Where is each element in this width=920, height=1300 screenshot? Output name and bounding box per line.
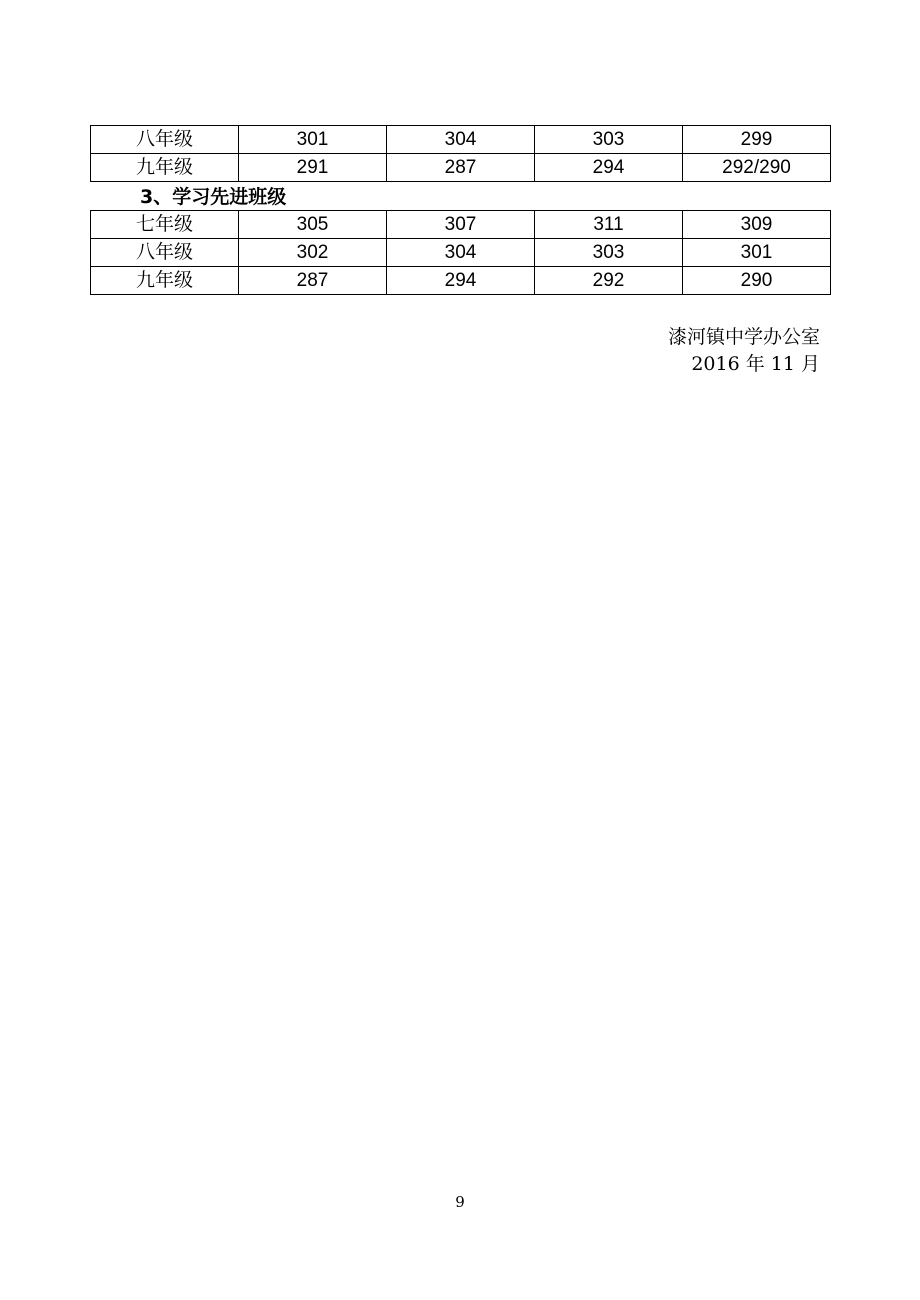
table-row bbox=[91, 126, 831, 154]
grade-label: 八年级 bbox=[91, 239, 239, 267]
class-number-cell: 302 bbox=[239, 239, 387, 267]
class-number-cell: 301 bbox=[239, 126, 387, 154]
grade-label: 八年级 bbox=[91, 126, 239, 154]
class-number-cell: 307 bbox=[387, 211, 535, 239]
class-number-cell: 294 bbox=[535, 154, 683, 182]
class-number-cell: 303 bbox=[535, 239, 683, 267]
class-number-cell: 292 bbox=[535, 267, 683, 295]
grade-label: 九年级 bbox=[91, 154, 239, 182]
table-row bbox=[91, 211, 831, 239]
award-table-continued bbox=[90, 125, 831, 182]
class-number-cell: 287 bbox=[239, 267, 387, 295]
class-number-cell: 292/290 bbox=[683, 154, 831, 182]
class-number-cell: 311 bbox=[535, 211, 683, 239]
class-number-cell: 299 bbox=[683, 126, 831, 154]
class-number-cell: 294 bbox=[387, 267, 535, 295]
class-number-cell: 309 bbox=[683, 211, 831, 239]
table-row bbox=[91, 154, 831, 182]
class-number-cell: 304 bbox=[387, 239, 535, 267]
grade-label: 七年级 bbox=[91, 211, 239, 239]
page-number: 9 bbox=[455, 1193, 465, 1211]
grade-label: 九年级 bbox=[91, 267, 239, 295]
class-number-cell: 290 bbox=[683, 267, 831, 295]
issuing-office: 漆河镇中学办公室 bbox=[667, 326, 820, 348]
advanced-class-table bbox=[90, 210, 831, 295]
issue-date: 2016 年 11 月 bbox=[691, 353, 820, 375]
signature-block bbox=[668, 324, 820, 378]
table-row bbox=[91, 239, 831, 267]
section-heading: 3、学习先进班级 bbox=[140, 186, 287, 208]
class-number-cell: 305 bbox=[239, 211, 387, 239]
class-number-cell: 303 bbox=[535, 126, 683, 154]
class-number-cell: 287 bbox=[387, 154, 535, 182]
table-row bbox=[91, 267, 831, 295]
class-number-cell: 304 bbox=[387, 126, 535, 154]
class-number-cell: 301 bbox=[683, 239, 831, 267]
class-number-cell: 291 bbox=[239, 154, 387, 182]
